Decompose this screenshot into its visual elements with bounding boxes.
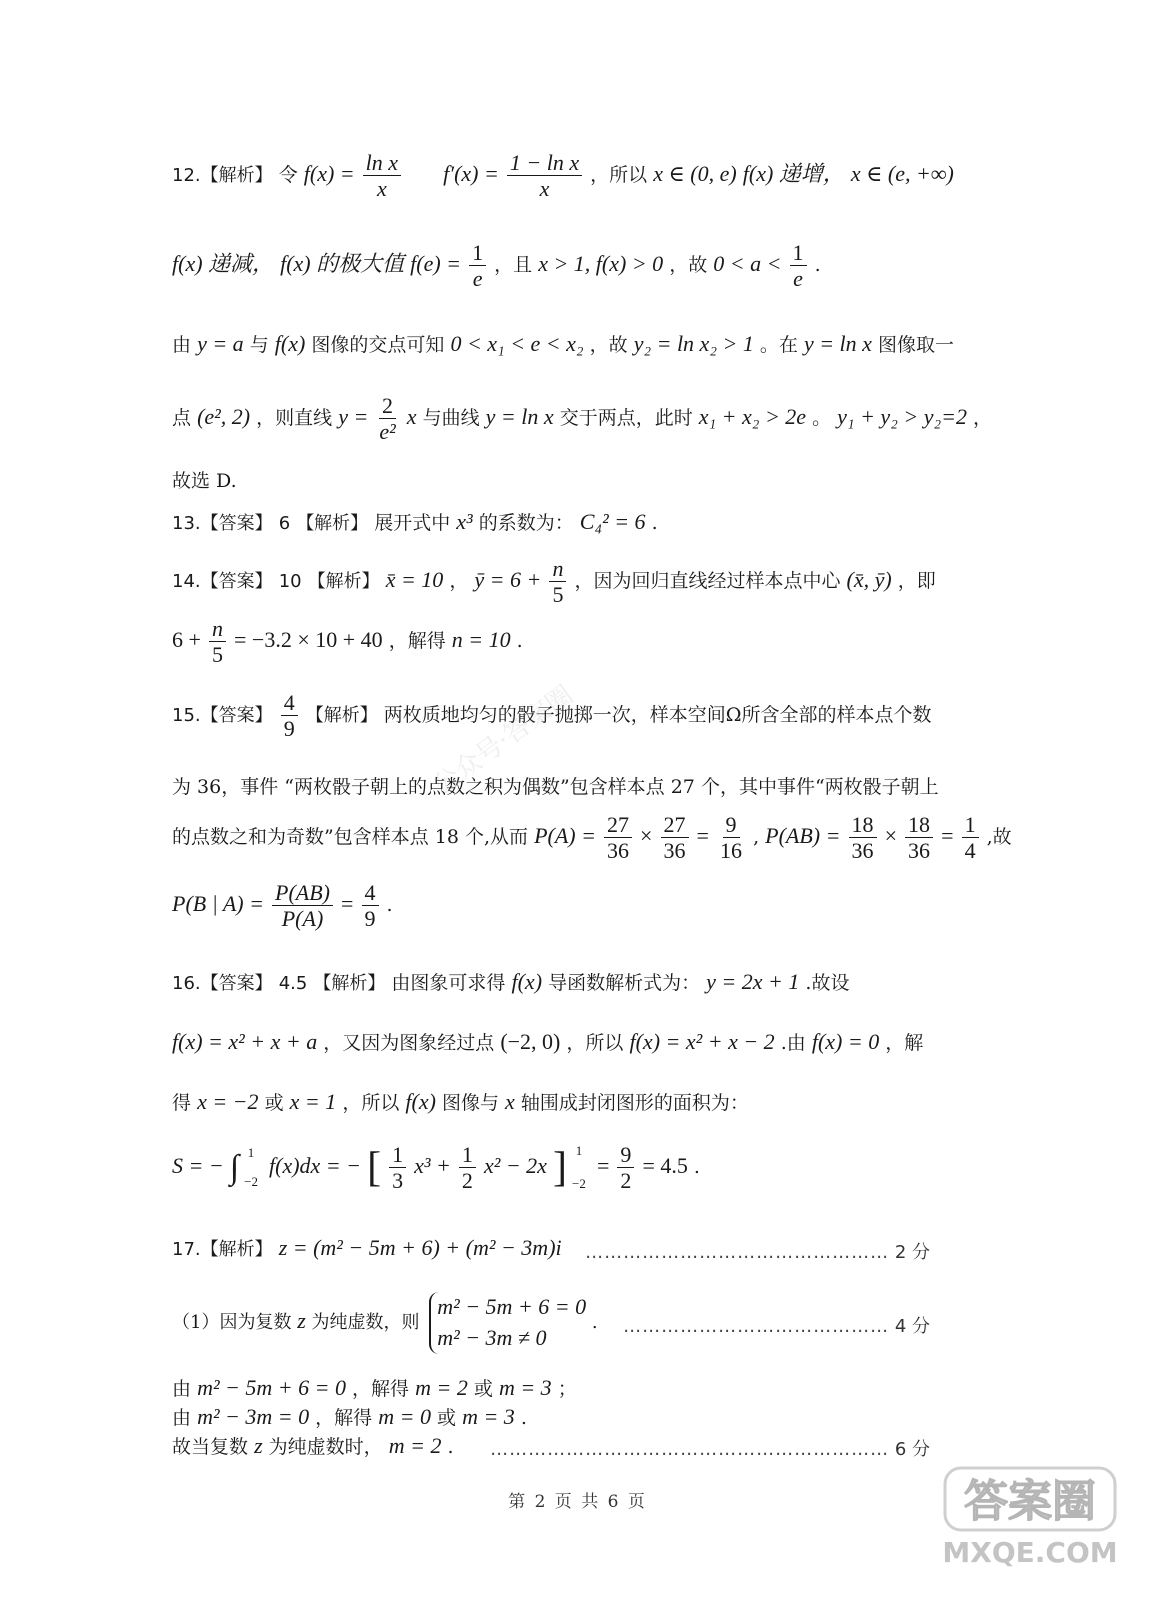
upper: 1 bbox=[575, 1142, 583, 1158]
bracket-right: ] bbox=[553, 1144, 567, 1191]
integral-limits bbox=[241, 1146, 261, 1190]
den: 3 bbox=[392, 1168, 404, 1194]
spacer bbox=[248, 1161, 254, 1175]
frac bbox=[389, 1142, 406, 1194]
text: ， bbox=[973, 406, 993, 429]
frac bbox=[459, 1142, 476, 1194]
text: 点 bbox=[172, 406, 192, 429]
math: m² − 5m + 6 = 0 bbox=[437, 1294, 587, 1319]
den: 36 bbox=[606, 838, 629, 864]
math: y = bbox=[338, 403, 369, 429]
num: 1 bbox=[459, 1142, 476, 1168]
num: 18 bbox=[905, 812, 933, 838]
math: x₁ + x₂ > 2e bbox=[698, 403, 807, 429]
text: ，故 bbox=[589, 334, 628, 356]
math-fe: f(e) = bbox=[410, 250, 462, 276]
num: 18 bbox=[849, 812, 877, 838]
q13-line bbox=[172, 508, 965, 535]
num: n bbox=[209, 616, 226, 642]
bracket-left: [ bbox=[367, 1144, 382, 1191]
text: 由图象可求得 bbox=[391, 972, 506, 994]
math-fpx: f′(x) = bbox=[443, 160, 499, 186]
q12-line-2 bbox=[172, 240, 965, 292]
num: P(AB) bbox=[272, 880, 333, 906]
text: ，所以 bbox=[590, 163, 648, 186]
score-6 bbox=[490, 1435, 930, 1461]
q17-label: 17.【解析】 bbox=[172, 1239, 273, 1260]
leader-dots: ………………………………………… bbox=[585, 1242, 890, 1263]
integral-sign: ∫ bbox=[229, 1148, 240, 1186]
den: 4 bbox=[964, 838, 976, 864]
den: 16 bbox=[720, 838, 743, 864]
math-fx: f(x) = bbox=[303, 160, 355, 186]
math: (x̄, ȳ) bbox=[846, 566, 892, 592]
math: z bbox=[254, 1433, 263, 1458]
q12-line-4 bbox=[172, 393, 993, 445]
text: 故选 D. bbox=[172, 470, 237, 492]
math-interval: x ∈ (0, e) bbox=[653, 160, 737, 186]
math: x̄ = 10 bbox=[385, 566, 444, 592]
text: 。在 bbox=[759, 334, 798, 356]
frac-n-5-b bbox=[209, 616, 226, 668]
text: . bbox=[651, 512, 658, 534]
q12-label: 12.【解析】 bbox=[172, 164, 273, 186]
text: 得 bbox=[172, 1092, 192, 1114]
math: f(x) = x² + x + a bbox=[172, 1029, 318, 1054]
math: S = − bbox=[172, 1152, 224, 1178]
q12-line-1 bbox=[172, 150, 965, 202]
text: . bbox=[591, 1311, 598, 1333]
math: m² − 3m ≠ 0 bbox=[437, 1324, 547, 1350]
text: ，解得 bbox=[388, 629, 446, 652]
math: f(x)dx = − bbox=[269, 1152, 362, 1178]
q17-step-1 bbox=[172, 1374, 965, 1401]
math: P(AB) = bbox=[765, 822, 841, 848]
text: （1）因为复数 bbox=[172, 1311, 292, 1333]
text: ，解得 bbox=[315, 1407, 373, 1429]
math: P(A) = bbox=[534, 822, 596, 848]
score-label: 6 分 bbox=[894, 1439, 930, 1460]
text: f(x) 递减， bbox=[172, 250, 275, 276]
text: ，所以 bbox=[342, 1092, 400, 1114]
math: m = 2 bbox=[388, 1433, 442, 1458]
text: 两枚质地均匀的骰子抛掷一次，样本空间Ω所含全部的样本点个数 bbox=[383, 703, 932, 726]
text: 令 bbox=[278, 163, 298, 186]
math: y = a bbox=[197, 331, 244, 356]
spacer bbox=[576, 1159, 582, 1177]
math: z = (m² − 5m + 6) + (m² − 3m)i bbox=[278, 1235, 562, 1260]
math: y = 2x + 1 bbox=[706, 969, 800, 994]
num: 9 bbox=[617, 1142, 634, 1168]
math: = −3.2 × 10 + 40 bbox=[234, 626, 383, 652]
text: ，解 bbox=[885, 1032, 924, 1054]
text: 由 bbox=[172, 334, 192, 356]
math: = bbox=[596, 1152, 610, 1178]
q15-line-2 bbox=[172, 772, 965, 799]
num: 2 bbox=[379, 393, 396, 419]
den: 36 bbox=[908, 838, 931, 864]
q17-step-2 bbox=[172, 1403, 965, 1430]
q14-label: 14.【答案】 bbox=[172, 570, 273, 592]
score-4 bbox=[623, 1312, 930, 1338]
text: 导函数解析式为： bbox=[548, 972, 701, 994]
math: = bbox=[696, 822, 709, 848]
text: ，所以 bbox=[566, 1032, 624, 1054]
text: ,故 bbox=[986, 825, 1012, 848]
score-2 bbox=[585, 1238, 930, 1264]
text: .由 bbox=[780, 1032, 806, 1054]
lower: −2 bbox=[244, 1173, 258, 1189]
math: C₄² = 6 bbox=[579, 509, 646, 534]
math: m = 0 bbox=[378, 1404, 431, 1429]
text: 图像与 bbox=[441, 1092, 499, 1114]
frac bbox=[849, 812, 877, 864]
math: x bbox=[505, 1089, 515, 1114]
text: ，又因为图象经过点 bbox=[323, 1032, 495, 1054]
frac bbox=[661, 812, 689, 864]
text: . bbox=[693, 1155, 700, 1178]
text: 。 bbox=[812, 406, 832, 429]
text: 图像取一 bbox=[877, 334, 954, 356]
den: 9 bbox=[283, 716, 295, 742]
math: f(x) bbox=[511, 969, 543, 994]
num: 1 − ln x bbox=[507, 150, 582, 176]
q14-line-1 bbox=[172, 556, 965, 608]
num: 4 bbox=[281, 690, 298, 716]
math: x³ bbox=[456, 509, 473, 534]
frac-lnx-x bbox=[363, 150, 401, 202]
math: 0 < x₁ < e < x₂ bbox=[450, 331, 584, 356]
q13-label2: 【解析】 bbox=[296, 513, 369, 534]
text: f(x) 递增， bbox=[742, 160, 845, 186]
text: ，解得 bbox=[352, 1378, 410, 1400]
math: f(x) = x² + x − 2 bbox=[629, 1029, 775, 1054]
text: 为纯虚数，则 bbox=[311, 1311, 420, 1333]
math: (−2, 0) bbox=[500, 1029, 561, 1054]
den: x bbox=[376, 176, 387, 202]
score-label: 2 分 bbox=[894, 1242, 930, 1263]
frac-1-e-result bbox=[790, 240, 807, 292]
den: x bbox=[539, 176, 550, 202]
text: 为 36，事件 “两枚骰子朝上的点数之积为偶数”包含样本点 27 个，其中事件“两枚骰子朝上 bbox=[172, 776, 939, 798]
math: m = 3 bbox=[462, 1404, 515, 1429]
text: ，则直线 bbox=[256, 406, 333, 429]
den: e bbox=[472, 266, 483, 292]
text: 展开式中 bbox=[374, 512, 451, 534]
math: n = 10 bbox=[451, 626, 511, 652]
num: n bbox=[549, 556, 566, 582]
frac bbox=[905, 812, 933, 864]
page-footer: 第 2 页 共 6 页 bbox=[508, 1492, 647, 1512]
math: m = 3 bbox=[498, 1375, 552, 1400]
den: P(A) bbox=[281, 906, 324, 932]
text: 由 bbox=[172, 1378, 192, 1400]
math: × bbox=[884, 822, 897, 848]
math: m² − 5m + 6 = 0 bbox=[197, 1375, 346, 1400]
math: (e², 2) bbox=[197, 403, 251, 429]
q15-answer-frac bbox=[281, 690, 298, 742]
q13-label: 13.【答案】 bbox=[172, 513, 273, 534]
den: e² bbox=[379, 419, 396, 445]
text: 为纯虚数时， bbox=[268, 1436, 383, 1458]
text: 的点数之和为奇数”包含样本点 18 个,从而 bbox=[172, 825, 529, 848]
num: 1 bbox=[469, 240, 486, 266]
text: ，且 bbox=[494, 253, 533, 276]
math-condition: x > 1, f(x) > 0 bbox=[538, 250, 664, 276]
text: . bbox=[447, 1436, 454, 1458]
den: 36 bbox=[663, 838, 686, 864]
math: y₂ = ln x₂ > 1 bbox=[633, 331, 754, 356]
text: 由 bbox=[172, 1407, 192, 1429]
math: f(x) = 0 bbox=[811, 1029, 880, 1054]
num: 27 bbox=[661, 812, 689, 838]
math: × bbox=[640, 822, 653, 848]
math: x³ + bbox=[414, 1152, 451, 1178]
text: ，因为回归直线经过样本点中心 bbox=[574, 569, 841, 592]
q12-line-3 bbox=[172, 330, 965, 357]
den: 2 bbox=[461, 1168, 473, 1194]
q12-line-5 bbox=[172, 466, 965, 493]
frac-1-e bbox=[469, 240, 486, 292]
num: 1 bbox=[962, 812, 979, 838]
frac bbox=[362, 880, 379, 932]
q15-line-4 bbox=[172, 880, 965, 932]
text: . bbox=[516, 629, 523, 652]
score-label: 4 分 bbox=[894, 1316, 930, 1337]
text: .故设 bbox=[805, 972, 850, 994]
equation-system bbox=[429, 1292, 586, 1354]
text: . bbox=[520, 1407, 527, 1429]
math: = bbox=[341, 890, 354, 916]
q13-answer: 6 bbox=[278, 513, 291, 534]
math: x² − 2x bbox=[483, 1152, 547, 1178]
frac bbox=[272, 880, 333, 932]
q16-label: 16.【答案】 bbox=[172, 973, 273, 994]
num: 27 bbox=[604, 812, 632, 838]
math: 6 + bbox=[172, 626, 201, 652]
q15-label2: 【解析】 bbox=[305, 704, 378, 726]
frac bbox=[717, 812, 745, 864]
faint-watermark: 公众号·答案圈 bbox=[428, 680, 579, 801]
q16-integral bbox=[172, 1142, 965, 1194]
text: ， bbox=[449, 569, 469, 592]
leader-dots: …………………………………… bbox=[623, 1316, 890, 1337]
text: . bbox=[386, 893, 393, 916]
math: x bbox=[406, 403, 417, 429]
den: 36 bbox=[851, 838, 874, 864]
frac-2-e2 bbox=[376, 393, 398, 445]
frac bbox=[604, 812, 632, 864]
math: f(x) bbox=[405, 1089, 436, 1114]
frac-derivative bbox=[507, 150, 582, 202]
text: , bbox=[753, 825, 760, 848]
leader-dots: ……………………………………………………… bbox=[490, 1439, 890, 1460]
text: 图像的交点可知 bbox=[311, 334, 445, 356]
math: y = ln x bbox=[803, 331, 872, 356]
num: ln x bbox=[363, 150, 401, 176]
q14-line-2 bbox=[172, 616, 965, 668]
den: 9 bbox=[364, 906, 376, 932]
math: P(B | A) = bbox=[172, 890, 264, 916]
math: x = −2 bbox=[197, 1089, 259, 1114]
num: 1 bbox=[790, 240, 807, 266]
watermark-logo bbox=[935, 1462, 1125, 1572]
text: 或 bbox=[264, 1092, 284, 1114]
text: ，故 bbox=[669, 253, 708, 276]
math: m² − 3m = 0 bbox=[197, 1404, 310, 1429]
text: 或 bbox=[437, 1407, 457, 1429]
q16-line-2 bbox=[172, 1028, 965, 1055]
text: 或 bbox=[473, 1378, 493, 1400]
text: ，即 bbox=[897, 569, 936, 592]
math: y₁ + y₂ > y₂=2 bbox=[837, 403, 967, 429]
q16-answer: 4.5 bbox=[278, 973, 308, 994]
text: 与 bbox=[249, 334, 269, 356]
frac bbox=[617, 1142, 634, 1194]
num: 9 bbox=[723, 812, 740, 838]
math: f(x) bbox=[274, 331, 306, 356]
math: x = 1 bbox=[289, 1089, 337, 1114]
text: 的系数为： bbox=[478, 512, 574, 534]
den: 2 bbox=[620, 1168, 632, 1194]
watermark-top: 答案圈 bbox=[964, 1476, 1096, 1527]
num: 1 bbox=[389, 1142, 406, 1168]
frac-n-5 bbox=[549, 556, 566, 608]
q16-line-3 bbox=[172, 1088, 965, 1115]
math-interval: x ∈ (e, +∞) bbox=[850, 160, 954, 186]
text: 交于两点，此时 bbox=[559, 406, 693, 429]
q14-answer: 10 bbox=[278, 570, 302, 592]
frac bbox=[962, 812, 979, 864]
q14-label2: 【解析】 bbox=[307, 570, 380, 592]
q16-label2: 【解析】 bbox=[313, 973, 386, 994]
math: z bbox=[297, 1307, 306, 1333]
q15-label: 15.【答案】 bbox=[172, 704, 273, 726]
watermark-bottom: MXQE.COM bbox=[942, 1536, 1118, 1569]
den: e bbox=[793, 266, 803, 292]
text: ； bbox=[557, 1378, 577, 1400]
den: 5 bbox=[211, 642, 223, 668]
math: y = ln x bbox=[485, 403, 554, 429]
math: = 4.5 bbox=[642, 1152, 688, 1178]
text: . bbox=[814, 253, 821, 276]
math: ȳ = 6 + bbox=[474, 566, 542, 592]
q15-line-3 bbox=[172, 812, 1012, 864]
eval-limits bbox=[569, 1144, 589, 1192]
q16-line-1 bbox=[172, 968, 965, 995]
math: = bbox=[941, 822, 954, 848]
text: 与曲线 bbox=[422, 406, 480, 429]
lower: −2 bbox=[572, 1175, 586, 1191]
num: 4 bbox=[362, 880, 379, 906]
math-result: 0 < a < bbox=[713, 250, 782, 276]
den: 5 bbox=[552, 582, 564, 608]
text: f(x) 的极大值 bbox=[280, 250, 405, 276]
text: 轴围成封闭图形的面积为： bbox=[520, 1092, 749, 1114]
upper: 1 bbox=[247, 1144, 255, 1160]
text: 故当复数 bbox=[172, 1436, 249, 1458]
math: m = 2 bbox=[415, 1375, 468, 1400]
